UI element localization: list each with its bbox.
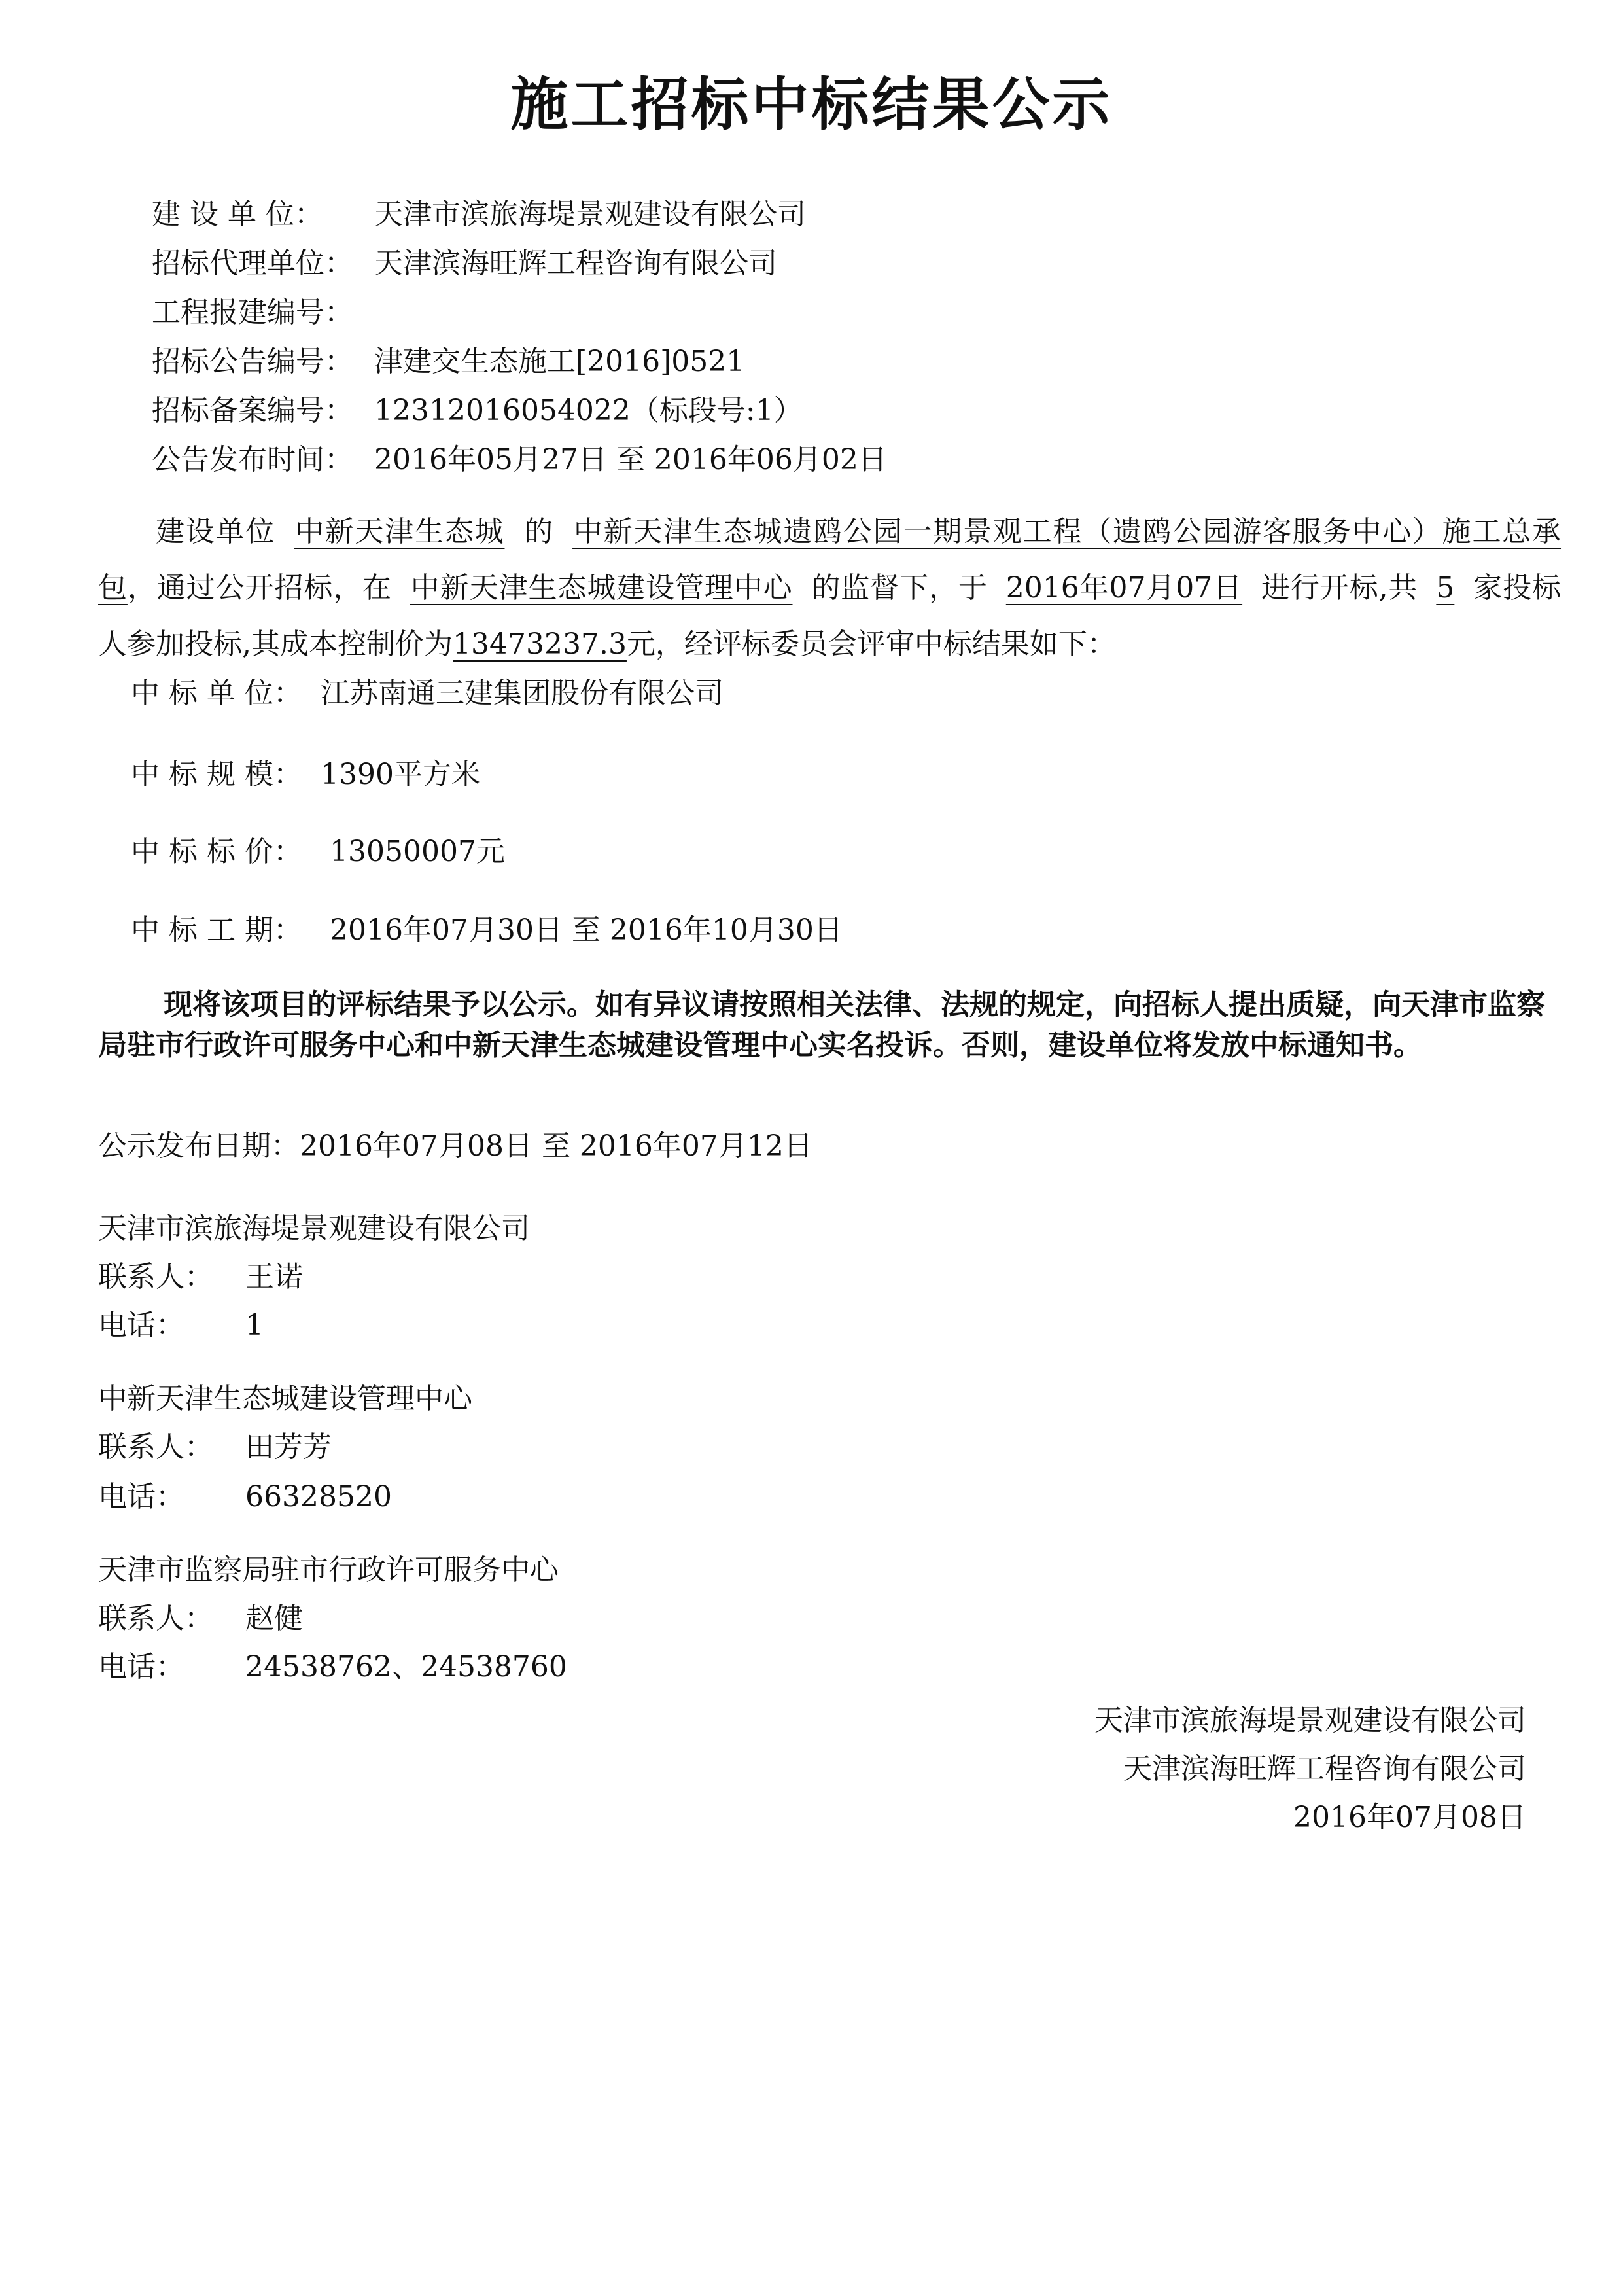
info-label: 建 设 单 位： [152, 198, 323, 231]
signature-org-2: 天津滨海旺辉工程咨询有限公司 [1123, 1752, 1526, 1786]
contact-person-name: 赵健 [245, 1602, 303, 1635]
contact-phone-label: 电话： [98, 1309, 184, 1342]
contact-phone-label: 电话： [98, 1480, 184, 1513]
info-row-owner [152, 190, 1526, 239]
award-value: 江苏南通三建集团股份有限公司 [321, 677, 724, 710]
award-label: 中 标 单 位： [131, 677, 302, 710]
info-value: 津建交生态施工[2016]0521 [374, 345, 745, 378]
info-value: 2016年05月27日 至 2016年06月02日 [374, 443, 887, 476]
publish-period: 公示发布日期：2016年07月08日 至 2016年07月12日 [98, 1129, 812, 1163]
signature-org-1: 天津市滨旅海堤景观建设有限公司 [1094, 1704, 1526, 1737]
info-row-announcement-period [152, 435, 1526, 484]
info-label: 招标备案编号： [152, 394, 353, 427]
owner-name: 中新天津生态城 [294, 515, 505, 548]
intro-text: 的 [523, 515, 555, 548]
intro-text: ，通过公开招标，在 [127, 571, 392, 605]
contact-org: 中新天津生态城建设管理中心 [98, 1382, 472, 1415]
intro-paragraph [98, 504, 1561, 673]
contact-phone [98, 1477, 392, 1517]
contact-phone-number: 24538762、24538760 [245, 1650, 567, 1684]
intro-text: 元，经评标委员会评审中标结果如下： [626, 627, 1116, 661]
info-label: 公告发布时间： [152, 443, 353, 476]
contact-org: 天津市滨旅海堤景观建设有限公司 [98, 1212, 530, 1245]
award-label: 中 标 标 价： [131, 835, 302, 868]
page-title: 施工招标中标结果公示 [510, 71, 1113, 138]
info-label: 招标公告编号： [152, 345, 353, 378]
info-value: 天津市滨旅海堤景观建设有限公司 [374, 198, 806, 231]
contact-phone-label: 电话： [98, 1650, 184, 1684]
contact-person-name: 王诺 [245, 1260, 303, 1294]
intro-text: 建设单位 [156, 515, 276, 548]
award-value: 2016年07月30日 至 2016年10月30日 [321, 913, 843, 947]
award-value: 1390平方米 [321, 758, 480, 791]
info-row-agent [152, 239, 1526, 288]
cost-control-price: 13473237.3 [453, 627, 627, 661]
project-info [152, 190, 1526, 484]
contact-person-label: 联系人： [98, 1602, 213, 1635]
supervisor-name: 中新天津生态城建设管理中心 [410, 571, 793, 605]
award-value: 13050007元 [321, 835, 505, 868]
award-row-winner [131, 674, 1505, 713]
award-label: 中 标 规 模： [131, 758, 302, 791]
objection-notice: 现将该项目的评标结果予以公示。如有异议请按照相关法律、法规的规定，向招标人提出质疑，向天津市监察局驻市行政许可服务中心和中新天津生态城建设管理中心实名投诉。否则，建设单位将发放中标通知书。 [98, 988, 1545, 1062]
contact-phone [98, 1306, 264, 1345]
intro-text: 的监督下，于 [811, 571, 988, 605]
contact-person [98, 1599, 303, 1638]
contact-org: 天津市监察局驻市行政许可服务中心 [98, 1553, 559, 1587]
contact-phone-number: 1 [245, 1309, 264, 1342]
signature-date: 2016年07月08日 [1293, 1801, 1526, 1834]
contact-phone [98, 1648, 567, 1687]
info-value: 天津滨海旺辉工程咨询有限公司 [374, 247, 777, 280]
award-label: 中 标 工 期： [131, 913, 302, 947]
contact-person [98, 1428, 332, 1467]
info-label: 工程报建编号： [152, 296, 353, 329]
project-name: 中新天津生态城遗鸥公园一期景观工程（遗鸥公园游客服务中心）施工总承包 [98, 515, 1562, 605]
intro-text: 家投标人参加投标,其成本控制价为 [98, 571, 1562, 661]
info-row-filing-no [152, 386, 1526, 435]
info-row-registration-no [152, 288, 1526, 337]
contact-person-label: 联系人： [98, 1260, 213, 1294]
opening-date: 2016年07月07日 [1005, 571, 1243, 605]
intro-text: 进行开标,共 [1261, 571, 1418, 605]
contact-person [98, 1258, 303, 1297]
info-value: 12312016054022（标段号:1） [374, 394, 803, 427]
info-label: 招标代理单位： [152, 247, 353, 280]
contact-phone-number: 66328520 [245, 1480, 392, 1513]
contact-person-label: 联系人： [98, 1430, 213, 1464]
bidder-count: 5 [1436, 571, 1455, 605]
contact-person-name: 田芳芳 [245, 1430, 332, 1464]
award-row-scale [131, 755, 1505, 794]
award-row-price [131, 832, 1505, 872]
award-row-duration [131, 911, 1505, 950]
info-row-announcement-no [152, 337, 1526, 386]
